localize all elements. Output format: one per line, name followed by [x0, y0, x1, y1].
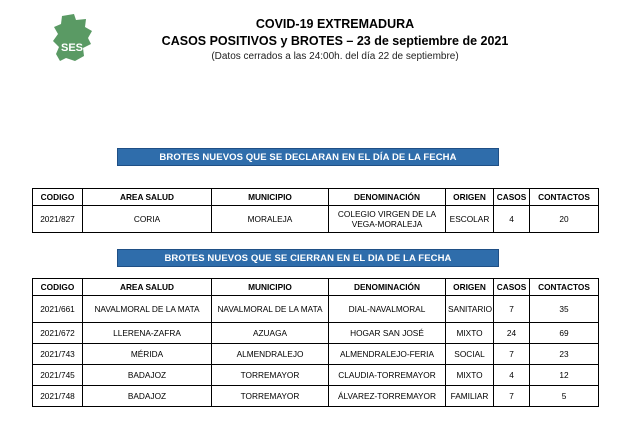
column-header-area-salud: AREA SALUD — [83, 279, 212, 296]
new-outbreaks-banner: BROTES NUEVOS QUE SE DECLARAN EN EL DÍA DE LA FECHA — [117, 148, 499, 166]
cell-denominacion: CLAUDIA-TORREMAYOR — [329, 365, 446, 386]
column-header-contactos: CONTACTOS — [530, 189, 599, 206]
document-header — [120, 16, 550, 64]
cell-contactos: 35 — [530, 296, 599, 323]
cell-municipio: MORALEJA — [212, 206, 329, 233]
cell-contactos: 12 — [530, 365, 599, 386]
ses-logo — [52, 14, 94, 64]
column-header-casos: CASOS — [494, 189, 530, 206]
cell-contactos: 20 — [530, 206, 599, 233]
cell-origen: FAMILIAR — [446, 386, 494, 407]
column-header-municipio: MUNICIPIO — [212, 189, 329, 206]
cell-area-salud: MÉRIDA — [83, 344, 212, 365]
cell-municipio: AZUAGA — [212, 323, 329, 344]
cell-area-salud: BADAJOZ — [83, 365, 212, 386]
cell-origen: ESCOLAR — [446, 206, 494, 233]
cell-codigo: 2021/827 — [33, 206, 83, 233]
table-header-row — [33, 189, 599, 206]
extremadura-map-icon — [52, 14, 94, 64]
column-header-codigo: CODIGO — [33, 189, 83, 206]
cell-casos: 24 — [494, 323, 530, 344]
cell-municipio: NAVALMORAL DE LA MATA — [212, 296, 329, 323]
cell-municipio: ALMENDRALEJO — [212, 344, 329, 365]
column-header-codigo: CODIGO — [33, 279, 83, 296]
cell-origen: MIXTO — [446, 365, 494, 386]
document-note: (Datos cerrados a las 24:00h. del día 22 de septiembre) — [211, 51, 459, 62]
cell-codigo: 2021/745 — [33, 365, 83, 386]
cell-casos: 4 — [494, 365, 530, 386]
cell-codigo: 2021/743 — [33, 344, 83, 365]
column-header-origen: ORIGEN — [446, 189, 494, 206]
cell-contactos: 5 — [530, 386, 599, 407]
column-header-denominacion: DENOMINACIÓN — [329, 279, 446, 296]
table-row — [33, 206, 599, 233]
cell-denominacion: DIAL-NAVALMORAL — [329, 296, 446, 323]
cell-area-salud: LLERENA-ZAFRA — [83, 323, 212, 344]
cell-area-salud: NAVALMORAL DE LA MATA — [83, 296, 212, 323]
table-row — [33, 365, 599, 386]
cell-municipio: TORREMAYOR — [212, 386, 329, 407]
column-header-area-salud: AREA SALUD — [83, 189, 212, 206]
cell-denominacion: COLEGIO VIRGEN DE LA VEGA-MORALEJA — [329, 206, 446, 233]
table-row — [33, 344, 599, 365]
table-header-row — [33, 279, 599, 296]
new-outbreaks-table — [32, 188, 599, 233]
cell-codigo: 2021/672 — [33, 323, 83, 344]
logo-text: SES — [60, 42, 84, 54]
cell-origen: MIXTO — [446, 323, 494, 344]
cell-casos: 7 — [494, 386, 530, 407]
column-header-contactos: CONTACTOS — [530, 279, 599, 296]
column-header-origen: ORIGEN — [446, 279, 494, 296]
cell-area-salud: CORIA — [83, 206, 212, 233]
cell-origen: SANITARIO — [446, 296, 494, 323]
table-row — [33, 386, 599, 407]
cell-denominacion: HOGAR SAN JOSÉ — [329, 323, 446, 344]
column-header-municipio: MUNICIPIO — [212, 279, 329, 296]
cell-origen: SOCIAL — [446, 344, 494, 365]
cell-codigo: 2021/748 — [33, 386, 83, 407]
column-header-casos: CASOS — [494, 279, 530, 296]
closed-outbreaks-table — [32, 278, 599, 407]
cell-area-salud: BADAJOZ — [83, 386, 212, 407]
cell-codigo: 2021/661 — [33, 296, 83, 323]
cell-casos: 7 — [494, 296, 530, 323]
cell-contactos: 23 — [530, 344, 599, 365]
table-row — [33, 323, 599, 344]
closed-outbreaks-banner: BROTES NUEVOS QUE SE CIERRAN EN EL DIA DE LA FECHA — [117, 249, 499, 267]
cell-denominacion: ÁLVAREZ-TORREMAYOR — [329, 386, 446, 407]
cell-denominacion: ALMENDRALEJO-FERIA — [329, 344, 446, 365]
table-row — [33, 296, 599, 323]
document-subtitle: CASOS POSITIVOS y BROTES – 23 de septiembre de 2021 — [161, 34, 509, 48]
column-header-denominacion: DENOMINACIÓN — [329, 189, 446, 206]
cell-contactos: 69 — [530, 323, 599, 344]
cell-casos: 7 — [494, 344, 530, 365]
cell-municipio: TORREMAYOR — [212, 365, 329, 386]
document-title: COVID-19 EXTREMADURA — [255, 17, 415, 31]
cell-casos: 4 — [494, 206, 530, 233]
